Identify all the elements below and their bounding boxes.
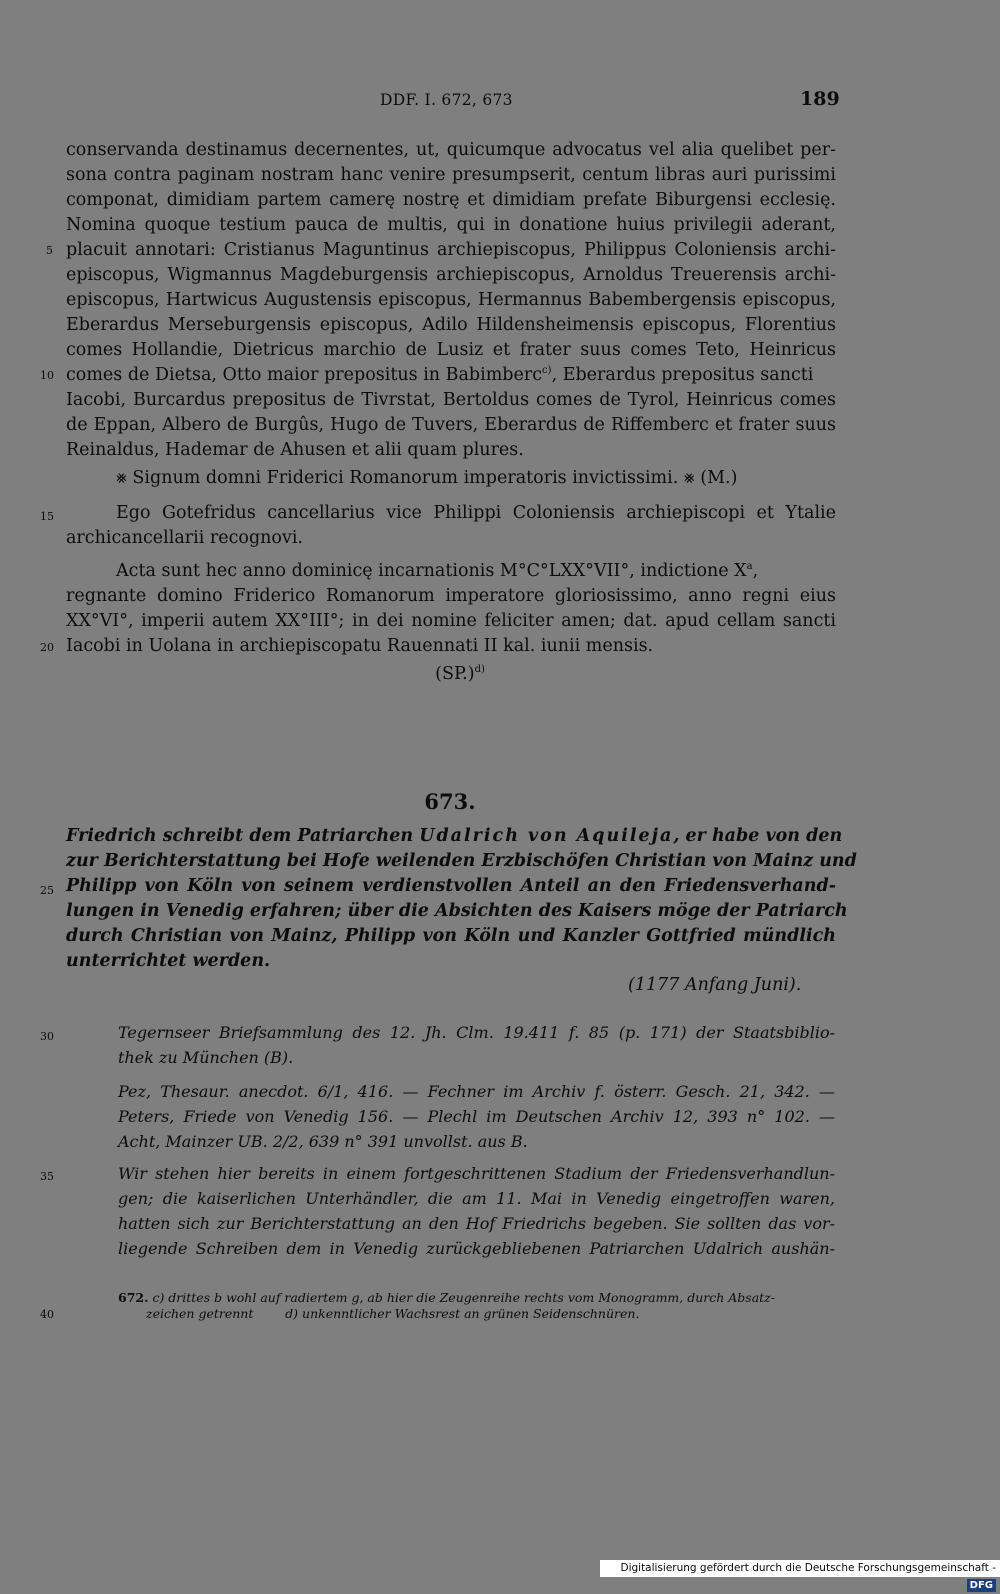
text-line: Acht, Mainzer UB. 2/2, 639 n° 391 unvollst. aus B. bbox=[118, 1132, 528, 1151]
text-line: Pez, Thesaur. anecdot. 6/1, 416. — Fechner im Archiv f. österr. Gesch. 21, 342. — bbox=[118, 1082, 835, 1101]
document-date: (1177 Anfang Juni). bbox=[628, 975, 802, 995]
text-line: episcopus, Hartwicus Augustensis episcopus, Hermannus Babembergensis episcopus, bbox=[66, 290, 836, 310]
text-line: XX°VI°, imperii autem XX°III°; in dei nomine feliciter amen; dat. apud cellam sancti bbox=[66, 611, 836, 631]
text-line-part: , bbox=[752, 561, 759, 581]
text-line: Eberardus Merseburgensis episcopus, Adilo Hildensheimensis episcopus, Florentius bbox=[66, 315, 836, 335]
text-line: Reinaldus, Hademar de Ahusen et alii quam plures. bbox=[66, 440, 524, 460]
footnote-line bbox=[118, 1290, 838, 1306]
text-line: comes Hollandie, Dietricus marchio de Lusiz et frater suus comes Teto, Heinricus bbox=[66, 340, 836, 360]
text-line bbox=[66, 824, 843, 848]
text-line-part: Udalrich von Aquileja bbox=[419, 826, 674, 846]
text-line: regnante domino Friderico Romanorum imperatore gloriosissimo, anno regni eius bbox=[66, 586, 836, 606]
dfg-logo: DFG bbox=[967, 1579, 996, 1592]
line-number: 20 bbox=[40, 641, 54, 654]
text-line: lungen in Venedig erfahren; über die Absichten des Kaisers möge der Patriarch bbox=[66, 901, 848, 921]
line-number: 40 bbox=[40, 1308, 54, 1321]
text-line-part: Acta sunt hec anno dominicę incarnationis M°C°LXX°VII°, indictione X bbox=[116, 561, 747, 581]
footnote-line: zeichen getrennt d) unkenntlicher Wachsrest an grünen Seidenschnüren. bbox=[146, 1306, 640, 1321]
footnote-text: c) drittes b wohl auf radiertem g, ab hier die Zeugenreihe rechts vom Monogramm, durch Absatz- bbox=[152, 1290, 775, 1305]
text-line: hatten sich zur Berichterstattung an den Hof Friedrichs begeben. Sie sollten das vor- bbox=[118, 1214, 835, 1233]
text-line: Tegernseer Briefsammlung des 12. Jh. Clm. 19.411 f. 85 (p. 171) der Staatsbiblio- bbox=[118, 1023, 835, 1042]
text-line bbox=[66, 363, 836, 387]
seal-text: (SP.) bbox=[435, 664, 475, 684]
dfg-footer bbox=[600, 1560, 1000, 1591]
text-line: unterrichtet werden. bbox=[66, 951, 271, 971]
text-line: componat, dimidiam partem camerę nostrę et dimidiam prefate Biburgensi ecclesię. bbox=[66, 190, 836, 210]
page-header bbox=[0, 88, 1000, 114]
text-line: thek zu München (B). bbox=[118, 1048, 294, 1067]
text-line-part: comes de Dietsa, Otto maior prepositus in Babimberc bbox=[66, 365, 543, 385]
superscript: a bbox=[746, 561, 753, 573]
text-line: de Eppan, Albero de Burgûs, Hugo de Tuvers, Eberardus de Riffemberc et frater suus bbox=[66, 415, 836, 435]
text-line: conservanda destinamus decernentes, ut, quicumque advocatus vel alia quelibet per- bbox=[66, 140, 836, 160]
footnote-number: 672. bbox=[118, 1290, 149, 1305]
text-line: archicancellarii recognovi. bbox=[66, 528, 303, 548]
text-line: zur Berichterstattung bei Hofe weilenden Erzbischöfen Christian von Mainz und bbox=[66, 851, 857, 871]
document-number: 673. bbox=[424, 789, 476, 814]
text-line-part: , Eberardus prepositus sancti bbox=[551, 365, 814, 385]
text-line: durch Christian von Mainz, Philipp von Köln und Kanzler Gottfried mündlich bbox=[66, 926, 836, 946]
line-number: 15 bbox=[40, 510, 54, 523]
text-line: Iacobi, Burcardus prepositus de Tivrstat, Bertoldus comes de Tyrol, Heinricus comes bbox=[66, 390, 836, 410]
signum-line: ⨳ Signum domni Friderici Romanorum imperatoris invictissimi. ⨳ (M.) bbox=[116, 468, 738, 488]
running-head: DDF. I. 672, 673 bbox=[380, 91, 513, 109]
text-line: Peters, Friede von Venedig 156. — Plechl im Deutschen Archiv 12, 393 n° 102. — bbox=[118, 1107, 835, 1126]
text-line: Wir stehen hier bereits in einem fortgeschrittenen Stadium der Friedensverhandlun- bbox=[118, 1164, 835, 1183]
page-number: 189 bbox=[800, 88, 840, 110]
text-line: placuit annotari: Cristianus Maguntinus archiepiscopus, Philippus Coloniensis archi- bbox=[66, 240, 836, 260]
line-number: 25 bbox=[40, 884, 54, 897]
line-number: 35 bbox=[40, 1170, 54, 1183]
footnote-marker: c) bbox=[542, 365, 552, 377]
text-line-part: Friedrich schreibt dem Patriarchen bbox=[66, 826, 420, 846]
line-number: 30 bbox=[40, 1030, 54, 1043]
text-line: liegende Schreiben dem in Venedig zurückgebliebenen Patriarchen Udalrich aushän- bbox=[118, 1239, 835, 1258]
text-line: episcopus, Wigmannus Magdeburgensis archiepiscopus, Arnoldus Treuerensis archi- bbox=[66, 265, 836, 285]
seal-note bbox=[0, 664, 920, 684]
text-line: Nomina quoque testium pauca de multis, qui in donatione huius privilegii aderant, bbox=[66, 215, 836, 235]
text-line-part: , er habe von den bbox=[673, 826, 843, 846]
footnote-marker: d) bbox=[474, 664, 485, 676]
footer-text: Digitalisierung gefördert durch die Deutsche Forschungsgemeinschaft - bbox=[620, 1562, 996, 1574]
footnotes bbox=[118, 1290, 838, 1322]
line-number: 10 bbox=[40, 369, 54, 382]
text-line: gen; die kaiserlichen Unterhändler, die am 11. Mai in Venedig eingetroffen waren, bbox=[118, 1189, 835, 1208]
text-line bbox=[66, 559, 836, 583]
line-number: 5 bbox=[46, 244, 53, 257]
text-line: Ego Gotefridus cancellarius vice Philippi Coloniensis archiepiscopi et Ytalie bbox=[116, 503, 836, 523]
text-line: sona contra paginam nostram hanc venire presumpserit, centum libras auri purissimi bbox=[66, 165, 836, 185]
text-line: Iacobi in Uolana in archiepiscopatu Rauennati II kal. iunii mensis. bbox=[66, 636, 654, 656]
text-line: Philipp von Köln von seinem verdienstvollen Anteil an den Friedensverhand- bbox=[66, 876, 836, 896]
